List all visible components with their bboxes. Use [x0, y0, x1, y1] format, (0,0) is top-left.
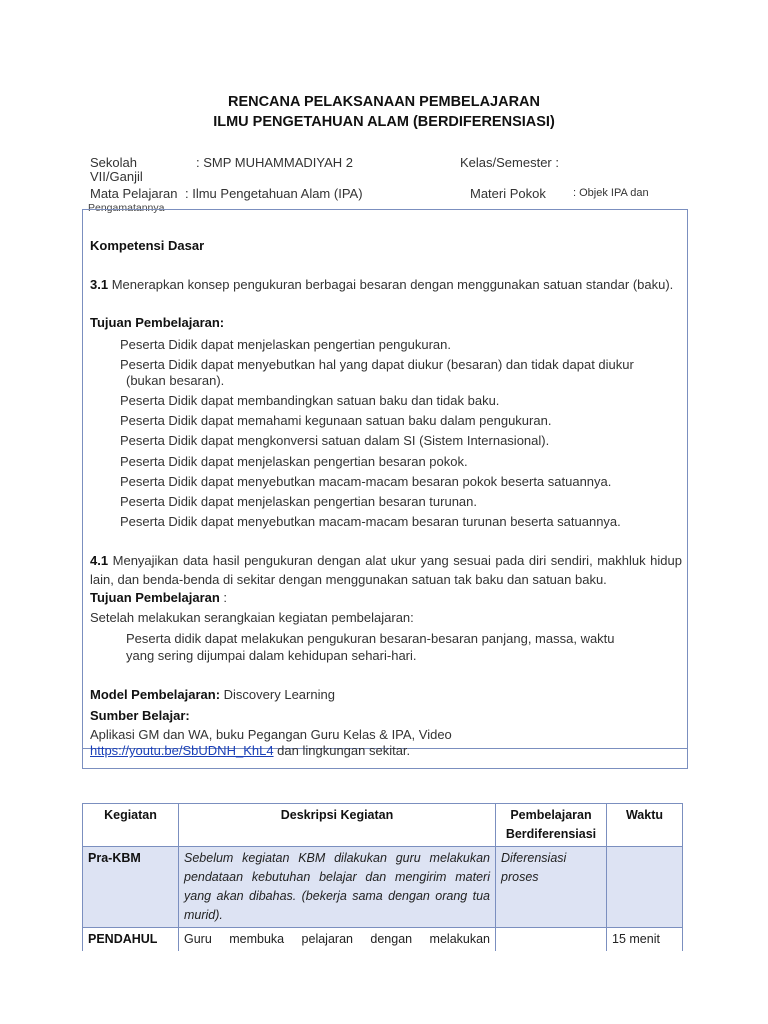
- header-waktu: Waktu: [607, 804, 683, 847]
- model-value: Discovery Learning: [220, 687, 335, 702]
- kegiatan-table: [82, 803, 683, 951]
- kd-4-1-text: Menyajikan data hasil pengukuran dengan alat ukur yang sesuai pada diri sendiri, makhluk hidup lain, dan benda-benda di sekitar dengan menggunakan satuan tak baku dan satuan baku.: [90, 553, 682, 587]
- tujuan-item: Peserta Didik dapat menyebutkan macam-macam besaran turunan beserta satuannya.: [120, 514, 621, 529]
- sumber-line2: [90, 743, 410, 758]
- sumber-after: dan lingkungan sekitar.: [273, 743, 411, 758]
- tujuan-item: (bukan besaran).: [126, 373, 225, 388]
- mapel-value: : Ilmu Pengetahuan Alam (IPA): [185, 186, 363, 201]
- kelas-label: Kelas/Semester :: [460, 155, 559, 170]
- document-title-line1: RENCANA PELAKSANAAN PEMBELAJARAN: [227, 94, 541, 110]
- sekolah-label: Sekolah: [90, 155, 137, 170]
- kd-3-1-number: 3.1: [90, 277, 109, 292]
- video-link[interactable]: https://youtu.be/SbUDNH_KhL4: [90, 743, 274, 758]
- tujuan2-heading-row: [90, 590, 227, 605]
- cell-diferensiasi: Diferensiasi proses: [496, 847, 607, 928]
- cell-waktu: 15 menit: [607, 928, 683, 952]
- cell-waktu: [607, 847, 683, 928]
- kelas-value: VII/Ganjil: [90, 169, 143, 184]
- tujuan2-colon: :: [219, 590, 228, 605]
- header-kegiatan: Kegiatan: [83, 804, 179, 847]
- tujuan-item: Peserta Didik dapat menjelaskan pengertian pengukuran.: [120, 337, 451, 352]
- cell-deskripsi: Guru membuka pelajaran dengan melakukan: [179, 928, 496, 952]
- kompetensi-heading: Kompetensi Dasar: [90, 238, 205, 253]
- cell-kegiatan: Pra-KBM: [83, 847, 179, 928]
- sumber-label: Sumber Belajar:: [90, 708, 190, 723]
- tujuan2-heading: Tujuan Pembelajaran: [90, 590, 220, 605]
- tujuan-item: Peserta Didik dapat menyebutkan hal yang dapat diukur (besaran) dan tidak dapat diukur: [120, 357, 634, 372]
- model-row: [90, 687, 335, 702]
- tujuan-heading: Tujuan Pembelajaran:: [90, 315, 225, 330]
- kd-4-1: [90, 551, 682, 589]
- mapel-label: Mata Pelajaran: [90, 186, 178, 201]
- materi-value: : Objek IPA dan: [573, 187, 649, 199]
- kd-3-1-text: Menerapkan konsep pengukuran berbagai besaran dengan menggunakan satuan standar (baku).: [111, 277, 674, 292]
- tujuan-item: Peserta Didik dapat memahami kegunaan satuan baku dalam pengukuran.: [120, 413, 552, 428]
- tujuan-item: Peserta Didik dapat mengkonversi satuan dalam SI (Sistem Internasional).: [120, 433, 550, 448]
- sekolah-value: : SMP MUHAMMADIYAH 2: [196, 155, 353, 170]
- tujuan-item: Peserta Didik dapat menjelaskan pengertian besaran turunan.: [120, 494, 478, 509]
- kd-3-1: [90, 275, 682, 294]
- table-row: [83, 928, 683, 952]
- kd-4-1-number: 4.1: [90, 553, 109, 568]
- tujuan2-intro: Setelah melakukan serangkaian kegiatan pembelajaran:: [90, 610, 414, 625]
- tujuan-item: Peserta Didik dapat menyebutkan macam-macam besaran pokok beserta satuannya.: [120, 474, 612, 489]
- model-label: Model Pembelajaran:: [90, 687, 221, 702]
- tujuan2-line1: Peserta didik dapat melakukan pengukuran besaran-besaran panjang, massa, waktu: [126, 631, 615, 646]
- materi-label: Materi Pokok: [470, 186, 546, 201]
- cell-deskripsi: Sebelum kegiatan KBM dilakukan guru melakukan pendataan kebutuhan belajar dan mengirim materi yang akan dibahas. (bekerja sama dengan orang tua murid).: [179, 847, 496, 928]
- tujuan-item: Peserta Didik dapat membandingkan satuan baku dan tidak baku.: [120, 393, 500, 408]
- tujuan2-line2: yang sering dijumpai dalam kehidupan sehari-hari.: [126, 648, 417, 663]
- sumber-line1: Aplikasi GM dan WA, buku Pegangan Guru Kelas & IPA, Video: [90, 727, 452, 742]
- document-title-line2: ILMU PENGETAHUAN ALAM (BERDIFERENSIASI): [213, 114, 555, 130]
- materi-value-cont: Pengamatannya: [88, 202, 165, 214]
- cell-kegiatan: PENDAHUL: [83, 928, 179, 952]
- table-row: [83, 847, 683, 928]
- table-header-row: [83, 804, 683, 847]
- cell-diferensiasi: [496, 928, 607, 952]
- header-diferensiasi: Pembelajaran Berdiferensiasi: [496, 804, 607, 847]
- header-deskripsi: Deskripsi Kegiatan: [179, 804, 496, 847]
- tujuan-item: Peserta Didik dapat menjelaskan pengertian besaran pokok.: [120, 454, 468, 469]
